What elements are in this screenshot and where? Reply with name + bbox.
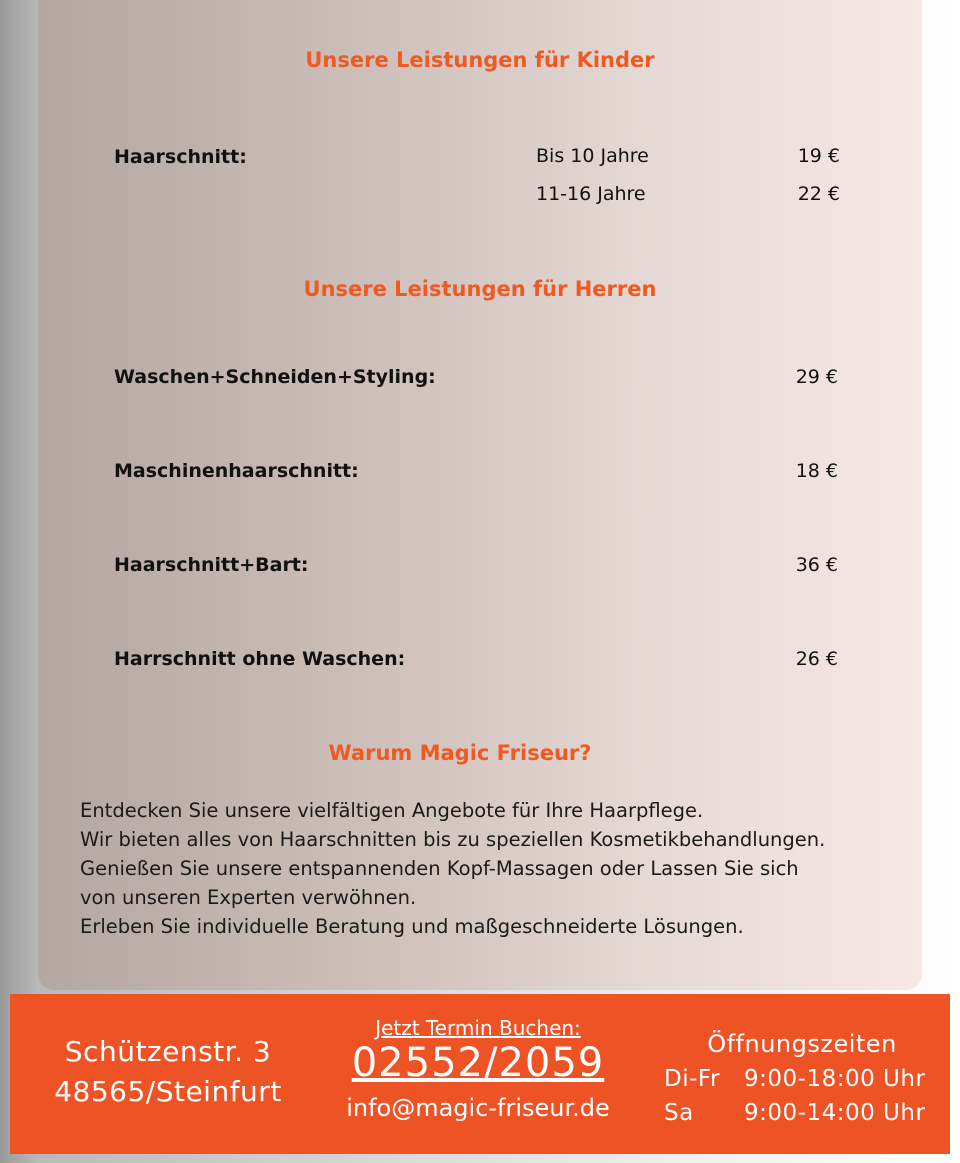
herren-service-name: Waschen+Schneiden+Styling: [114,366,436,388]
kinder-section-title: Unsere Leistungen für Kinder [305,48,655,72]
phone-link[interactable]: 02552/2059 [351,1040,605,1086]
opening-hours-row [664,1100,925,1126]
why-description [80,796,920,941]
kinder-age-2: 11-16 Jahre [536,183,646,205]
herren-service-price: 26 € [795,648,838,670]
why-section-title: Warum Magic Friseur? [328,741,592,765]
kinder-price-2: 22 € [797,183,840,205]
opening-time: 9:00-14:00 Uhr [744,1100,926,1126]
why-line: von unseren Experten verwöhnen. [80,886,417,909]
why-line: Genießen Sie unsere entspannenden Kopf-Massagen oder Lassen Sie sich [80,857,799,880]
address-city: 48565/Steinfurt [54,1075,282,1108]
why-line: Erleben Sie individuelle Beratung und maßgeschneiderte Lösungen. [80,915,744,938]
herren-service-name: Maschinenhaarschnitt: [114,460,359,482]
opening-day: Sa [664,1100,694,1126]
book-appointment-link[interactable]: Jetzt Termin Buchen: [375,1016,581,1040]
herren-service-price: 36 € [795,554,838,576]
opening-time: 9:00-18:00 Uhr [744,1066,926,1092]
herren-service-price: 18 € [795,460,838,482]
address [38,1032,298,1112]
kinder-service-name: Haarschnitt: [114,146,247,168]
kinder-age-1: Bis 10 Jahre [536,145,649,167]
opening-hours-title: Öffnungszeiten [707,1030,897,1058]
herren-service-price: 29 € [795,366,838,388]
herren-section-title: Unsere Leistungen für Herren [303,277,657,301]
why-line: Wir bieten alles von Haarschnitten bis zu speziellen Kosmetikbehandlungen. [80,828,826,851]
opening-hours-row [664,1066,925,1092]
herren-service-name: Haarschnitt+Bart: [114,554,309,576]
why-line: Entdecken Sie unsere vielfältigen Angebote für Ihre Haarpflege. [80,799,704,822]
email-link[interactable]: info@magic-friseur.de [346,1094,610,1122]
opening-day: Di-Fr [664,1066,720,1092]
kinder-price-1: 19 € [797,145,840,167]
address-street: Schützenstr. 3 [64,1035,272,1068]
contact-footer [10,994,950,1154]
herren-service-name: Harrschnitt ohne Waschen: [114,648,406,670]
